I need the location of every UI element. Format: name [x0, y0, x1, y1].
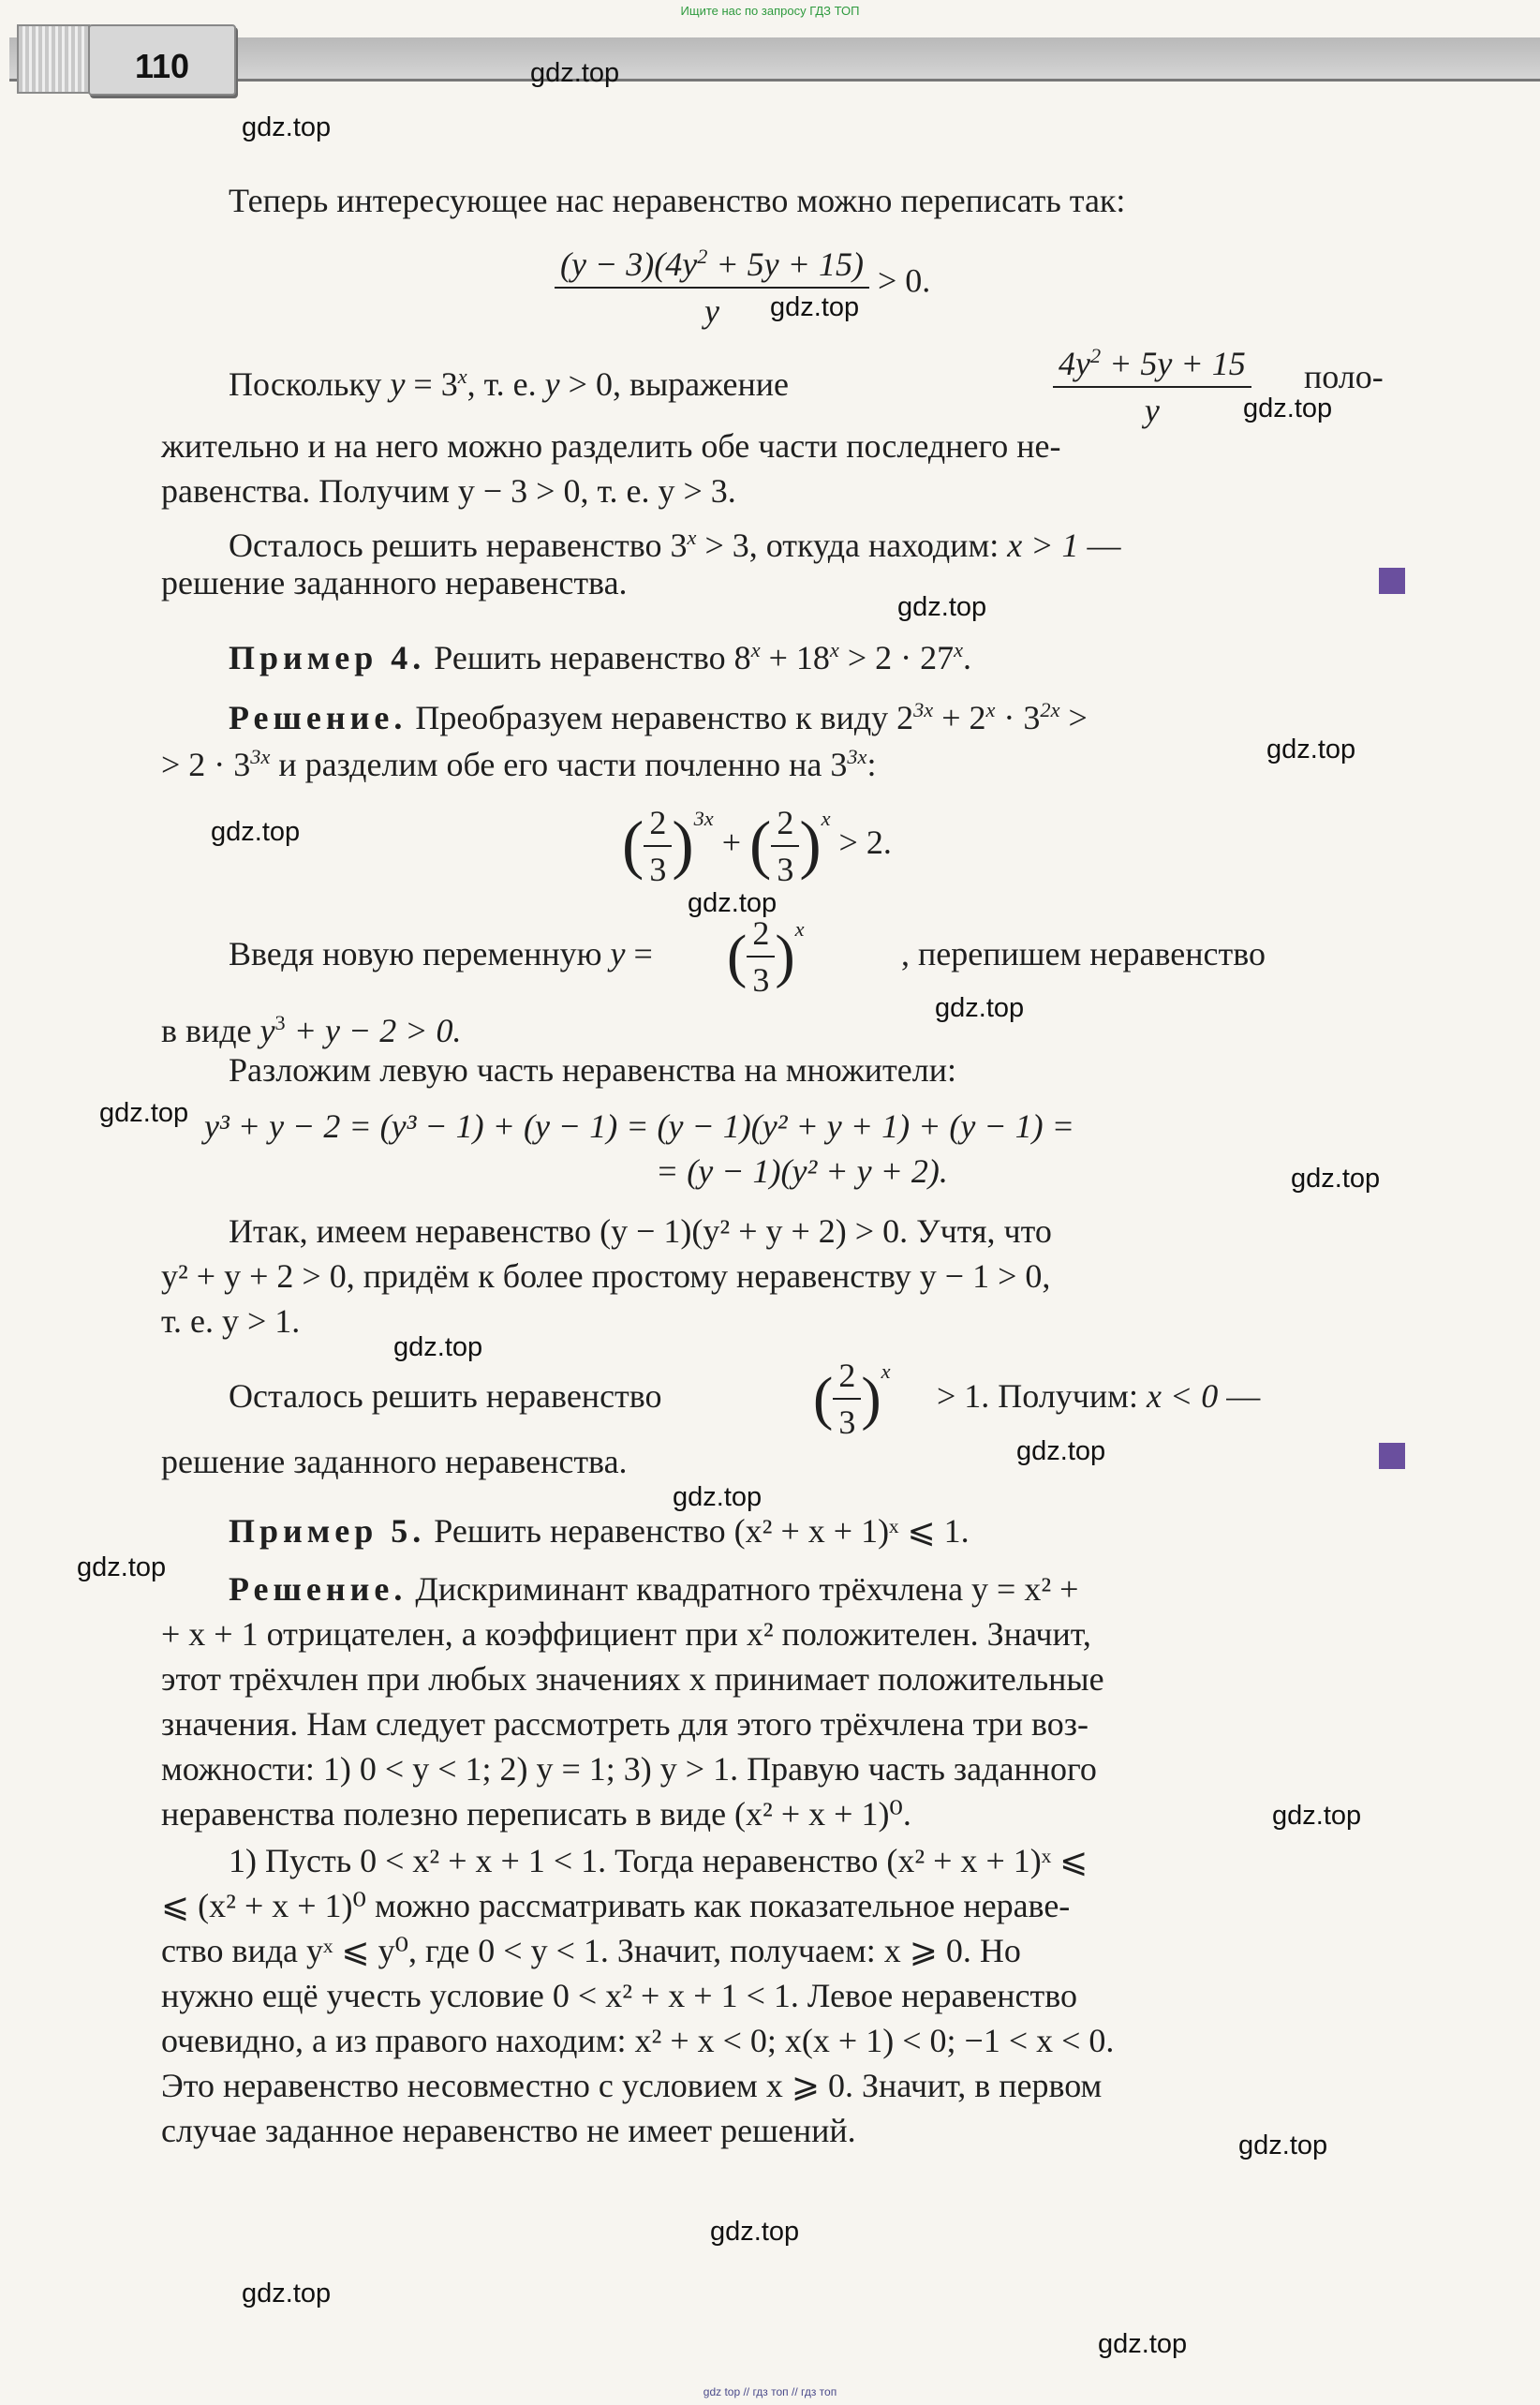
- watermark: gdz.top: [935, 993, 1025, 1023]
- equation-rhs: > 2.: [838, 824, 892, 861]
- text-line: y² + y + 2 > 0, придём к более простому неравенству y − 1 > 0,: [161, 1257, 1051, 1295]
- text-line: Решение. Преобразуем неравенство к виду $2^{3x} + 2^x \cdot 3^{2x}$ >: [229, 698, 1088, 736]
- text: Осталось решить неравенство 3: [229, 527, 688, 564]
- text: в виде: [161, 1012, 260, 1049]
- fraction: [833, 1353, 861, 1445]
- fraction: [771, 800, 799, 892]
- text-line: решение заданного неравенства.: [161, 564, 628, 601]
- text-line: [161, 468, 736, 513]
- text: Дискриминант квадратного трёхчлена y = x² +: [407, 1570, 1079, 1608]
- numerator-rest: + 5y + 15): [707, 245, 864, 283]
- watermark: gdz.top: [688, 888, 777, 918]
- watermark: gdz.top: [1272, 1801, 1362, 1831]
- inline-fraction-power: ( $\frac{2}{3}$ )$^x$: [813, 1349, 891, 1445]
- text-line: Осталось решить неравенство $3^x > 3$, откуда находим: x > 1 —: [229, 526, 1121, 564]
- plus-sign: +: [721, 824, 741, 861]
- text: > 1. Получим:: [937, 1377, 1147, 1415]
- math: y: [259, 1012, 275, 1049]
- text-line: [937, 1373, 1260, 1418]
- text-line: решение заданного неравенства.: [161, 1443, 628, 1480]
- watermark: gdz.top: [99, 1098, 189, 1128]
- watermark: gdz.top: [897, 592, 987, 622]
- text-line: + x + 1 отрицателен, а коэффициент при x² положителен. Значит,: [161, 1615, 1091, 1653]
- watermark: gdz.top: [1016, 1436, 1106, 1466]
- formula-rhs: > 0.: [868, 261, 931, 300]
- watermark: gdz.top: [710, 2217, 800, 2247]
- watermark: gdz.top: [1238, 2130, 1328, 2160]
- text: —: [1078, 527, 1121, 564]
- text-line: можности: 1) 0 < y < 1; 2) y = 1; 3) y > 1. Правую часть заданного: [161, 1750, 1097, 1788]
- text: :: [866, 746, 877, 783]
- page-number: 110: [134, 47, 190, 85]
- text-line: жительно и на него можно разделить обе части последнего не-: [161, 427, 1061, 465]
- inline-fraction-power: ( $\frac{2}{3}$ )$^x$: [727, 907, 805, 1002]
- text: =: [625, 935, 653, 972]
- equation-line: = (y − 1)(y² + y + 2).: [656, 1152, 948, 1190]
- watermark: gdz.top: [673, 1482, 763, 1512]
- text-line: т. е. y > 1.: [161, 1302, 301, 1340]
- text: Решить неравенство 8: [425, 639, 751, 676]
- header-bar: [9, 37, 1540, 82]
- text: равенства. Получим: [161, 472, 458, 510]
- text-line: [229, 931, 653, 976]
- denominator: 3: [838, 1403, 856, 1441]
- text: Решить неравенство (x² + x + 1)ˣ ⩽ 1.: [425, 1512, 970, 1550]
- math: x > 1: [1007, 527, 1079, 564]
- text: Поскольку: [229, 365, 391, 403]
- denominator: 3: [752, 960, 770, 999]
- top-search-note: Ищите нас по запросу ГДЗ ТОП: [680, 4, 860, 18]
- text-line: Разложим левую часть неравенства на множители:: [229, 1051, 956, 1089]
- text: > 2 · 3: [161, 746, 251, 783]
- watermark: gdz.top: [242, 112, 332, 142]
- text-line: значения. Нам следует рассмотреть для этого трёхчлена три воз-: [161, 1705, 1088, 1743]
- text-line: этот трёхчлен при любых значениях x принимает положительные: [161, 1660, 1104, 1698]
- watermark: gdz.top: [1098, 2329, 1188, 2359]
- math: + y − 2 > 0.: [285, 1012, 462, 1049]
- denominator: y: [703, 292, 719, 330]
- math: x < 0: [1146, 1377, 1219, 1415]
- numerator-rest: + 5y + 15: [1101, 345, 1246, 382]
- denominator: 3: [777, 850, 794, 888]
- text-line: [229, 1566, 1078, 1611]
- watermark: gdz.top: [1243, 393, 1333, 423]
- equation-line: y³ + y − 2 = (y³ − 1) + (y − 1) = (y − 1)(y² + y + 1) + (y − 1) =: [204, 1107, 1074, 1145]
- text: > 0, выражение: [559, 365, 789, 403]
- watermark: gdz.top: [242, 2279, 332, 2309]
- denominator: 3: [649, 850, 667, 888]
- text-line: > $2 \cdot 3^{3x}$ и разделим обе его части почленно на $3^{3x}$:: [161, 745, 877, 783]
- text-line: в виде $y^3 + y - 2 > 0$.: [161, 1011, 462, 1049]
- end-of-proof-marker: [1379, 1443, 1405, 1469]
- formula-fraction: [1053, 334, 1251, 433]
- math: y: [610, 935, 626, 972]
- fraction: $\frac{4y^2 + 5y + 15}{y}$: [1053, 334, 1251, 433]
- text: >: [1059, 699, 1088, 736]
- text: y − 3 > 0, т. е. y > 3.: [457, 472, 736, 510]
- text: .: [963, 639, 972, 676]
- text: > 3, откуда находим:: [696, 527, 1008, 564]
- text-line: неравенства полезно переписать в виде (x² + x + 1)⁰.: [161, 1795, 911, 1833]
- solution-label: Решение.: [229, 1570, 407, 1608]
- example-heading: Пример 4. Решить неравенство $8^x + 18^x > 2 \cdot 27^x$.: [229, 638, 972, 676]
- numerator: 2: [747, 911, 775, 958]
- text: , т. е.: [466, 365, 545, 403]
- bottom-note: gdz top // гдз топ // гдз топ: [703, 2385, 837, 2398]
- text: и разделим обе его части почленно на 3: [270, 746, 848, 783]
- text: > 2 · 27: [838, 639, 955, 676]
- text-line: поло-: [1304, 358, 1384, 395]
- text-line: ⩽ (x² + x + 1)⁰ можно рассматривать как показательное нераве-: [161, 1887, 1071, 1924]
- text-line: ство вида yˣ ⩽ y⁰, где 0 < y < 1. Значит, получаем: x ⩾ 0. Но: [161, 1932, 1021, 1969]
- text: Введя новую переменную: [229, 935, 611, 972]
- end-of-proof-marker: [1379, 568, 1405, 594]
- watermark: gdz.top: [211, 817, 301, 847]
- math: y: [544, 365, 560, 403]
- fraction: $\frac{(y - 3)(4y^2 + 5y + 15)}{y}$: [555, 234, 869, 334]
- page-header: [9, 17, 1540, 99]
- numerator: 4y: [1059, 345, 1090, 382]
- fraction: [747, 911, 775, 1002]
- denominator: y: [1144, 392, 1160, 429]
- text-line: Теперь интересующее нас неравенство можно переписать так:: [229, 182, 1126, 219]
- example-label: Пример 5.: [229, 1512, 426, 1550]
- display-equation: ( $\frac{2}{3}$ )$^{3x}$ + ( $\frac{2}{3}$ )$^x$ > 2.: [622, 796, 892, 892]
- numerator: (y − 3)(4y: [560, 245, 698, 283]
- text-line: , перепишем неравенство: [901, 935, 1266, 972]
- header-stripes: [17, 24, 90, 94]
- numerator: 2: [644, 800, 672, 847]
- text-line: очевидно, а из правого находим: x² + x < 0; x(x + 1) < 0; −1 < x < 0.: [161, 2022, 1115, 2059]
- watermark: gdz.top: [1266, 735, 1356, 765]
- watermark: gdz.top: [530, 58, 620, 88]
- watermark: gdz.top: [77, 1552, 167, 1582]
- watermark: gdz.top: [1291, 1164, 1381, 1194]
- solution-label: Решение.: [229, 699, 407, 736]
- text-line: нужно ещё учесть условие 0 < x² + x + 1 < 1. Левое неравенство: [161, 1977, 1077, 2014]
- text-line: случае заданное неравенство не имеет решений.: [161, 2112, 856, 2149]
- text: —: [1218, 1377, 1261, 1415]
- numerator: 2: [771, 800, 799, 847]
- text-line: Итак, имеем неравенство (y − 1)(y² + y + 2) > 0. Учтя, что: [229, 1212, 1052, 1250]
- example-heading: [229, 1508, 970, 1553]
- fraction: [644, 800, 672, 892]
- text-line: Это неравенство несовместно с условием x ⩾ 0. Значит, в первом: [161, 2067, 1103, 2104]
- formula-fraction: [555, 234, 930, 334]
- text: Преобразуем неравенство к виду 2: [407, 699, 914, 736]
- text-line: Осталось решить неравенство: [229, 1377, 662, 1415]
- numerator: 2: [833, 1353, 861, 1400]
- text: · 3: [995, 699, 1041, 736]
- math: y: [390, 365, 406, 403]
- page-number-tab: [88, 24, 236, 96]
- watermark: gdz.top: [393, 1332, 483, 1362]
- text: + 18: [760, 639, 830, 676]
- text-line: Поскольку $y = 3^x$, т. е. y > 0, выражение: [229, 364, 789, 403]
- watermark: gdz.top: [770, 292, 860, 322]
- example-label: Пример 4.: [229, 639, 426, 676]
- text-line: 1) Пусть 0 < x² + x + 1 < 1. Тогда неравенство (x² + x + 1)ˣ ⩽: [229, 1842, 1088, 1879]
- text: = 3: [405, 365, 458, 403]
- text: + 2: [933, 699, 986, 736]
